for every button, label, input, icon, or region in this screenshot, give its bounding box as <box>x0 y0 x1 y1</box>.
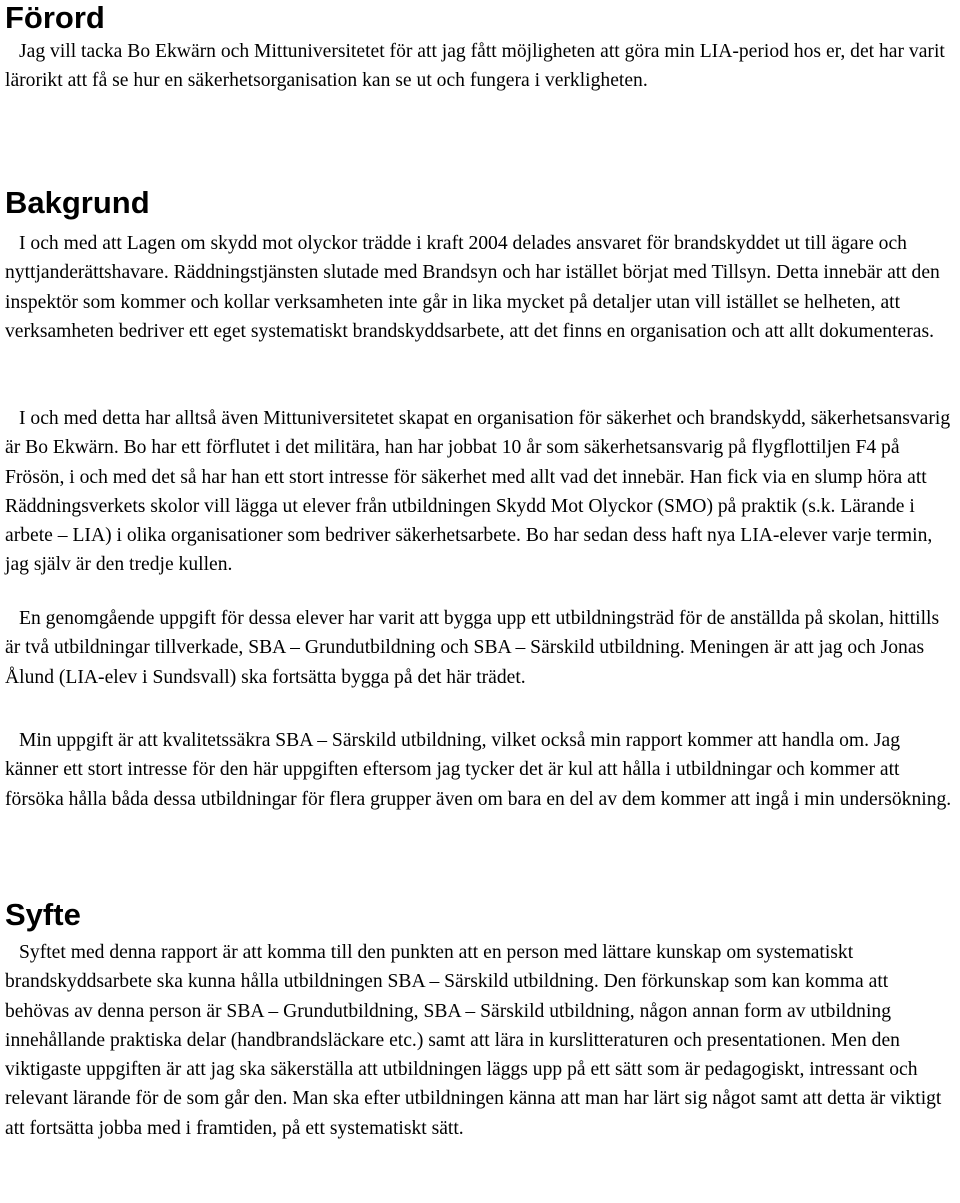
bakgrund-heading: Bakgrund <box>5 185 150 220</box>
syfte-paragraph: Syftet med denna rapport är att komma till den punkten att en person med lättare kunskap om systematiskt brandskyddsarbete ska kunna hålla utbildningen SBA – Särskild utbildning. Den förkunskap som kan komma att behövas av denna person är SBA – Grundutbildning, SBA – Särskild utbildning, någon annan form av utbildning innehållande praktiska delar (handbrandsläckare etc.) samt att lära in kurslitteraturen och presentationen. Men den viktigaste uppgiften är att jag ska säkerställa att utbildningen läggs upp på ett sätt som är pedagogiskt, intressant och relevant lärande för de som går den. Man ska efter utbildningen känna att man har lärt sig något samt att detta är viktigt att fortsätta jobba med i framtiden, på ett systematiskt sätt. <box>5 942 942 1139</box>
bakgrund-paragraph-3: En genomgående uppgift för dessa elever har varit att bygga upp ett utbildningsträd för de anställda på skolan, hittills är två utbildningar tillverkade, SBA – Grundutbildning och SBA – Särskild utbildning. Meningen är att jag och Jonas Ålund (LIA-elev i Sundsvall) ska fortsätta bygga på det här trädet. <box>5 608 940 688</box>
bakgrund-paragraph-4: Min uppgift är att kvalitetssäkra SBA – Särskild utbildning, vilket också min rapport kommer att handla om. Jag känner ett stort intresse för den här uppgiften eftersom jag tycker det är kul att hålla i utbildningar och kommer att försöka hålla båda dessa utbildningar för flera grupper även om bara en del av dem kommer att ingå i min undersökning. <box>5 730 952 810</box>
syfte-heading: Syfte <box>5 897 81 932</box>
forord-paragraph: Jag vill tacka Bo Ekwärn och Mittuniversitetet för att jag fått möjligheten att göra min LIA-period hos er, det har varit lärorikt att få se hur en säkerhetsorganisation kan se ut och fungera i verkligheten. <box>5 41 945 92</box>
bakgrund-paragraph-2: I och med detta har alltså även Mittuniversitetet skapat en organisation för säkerhet och brandskydd, säkerhetsansvarig är Bo Ekwärn. Bo har ett förflutet i det militära, han har jobbat 10 år som säkerhetsansvarig på flygflottiljen F4 på Frösön, i och med det så har han ett stort intresse för säkerhet med allt vad det innebär. Han fick via en slump höra att Räddningsverkets skolor vill lägga ut elever från utbildningen Skydd Mot Olyckor (SMO) på praktik (s.k. Lärande i arbete – LIA) i olika organisationer som bedriver säkerhetsarbete. Bo har sedan dess haft nya LIA-elever varje termin, jag själv är den tredje kullen. <box>5 408 951 576</box>
bakgrund-paragraph-1: I och med att Lagen om skydd mot olyckor trädde i kraft 2004 delades ansvaret för brandskyddet ut till ägare och nyttjanderättshavare. Räddningstjänsten slutade med Brandsyn och har istället börjat med Tillsyn. Detta innebär att den inspektör som kommer och kollar verksamheten inte går in lika mycket på detaljer utan vill istället se helheten, att verksamheten bedriver ett eget systematiskt brandskyddsarbete, att det finns en organisation och att allt dokumenteras. <box>5 233 940 342</box>
forord-heading: Förord <box>5 0 105 35</box>
